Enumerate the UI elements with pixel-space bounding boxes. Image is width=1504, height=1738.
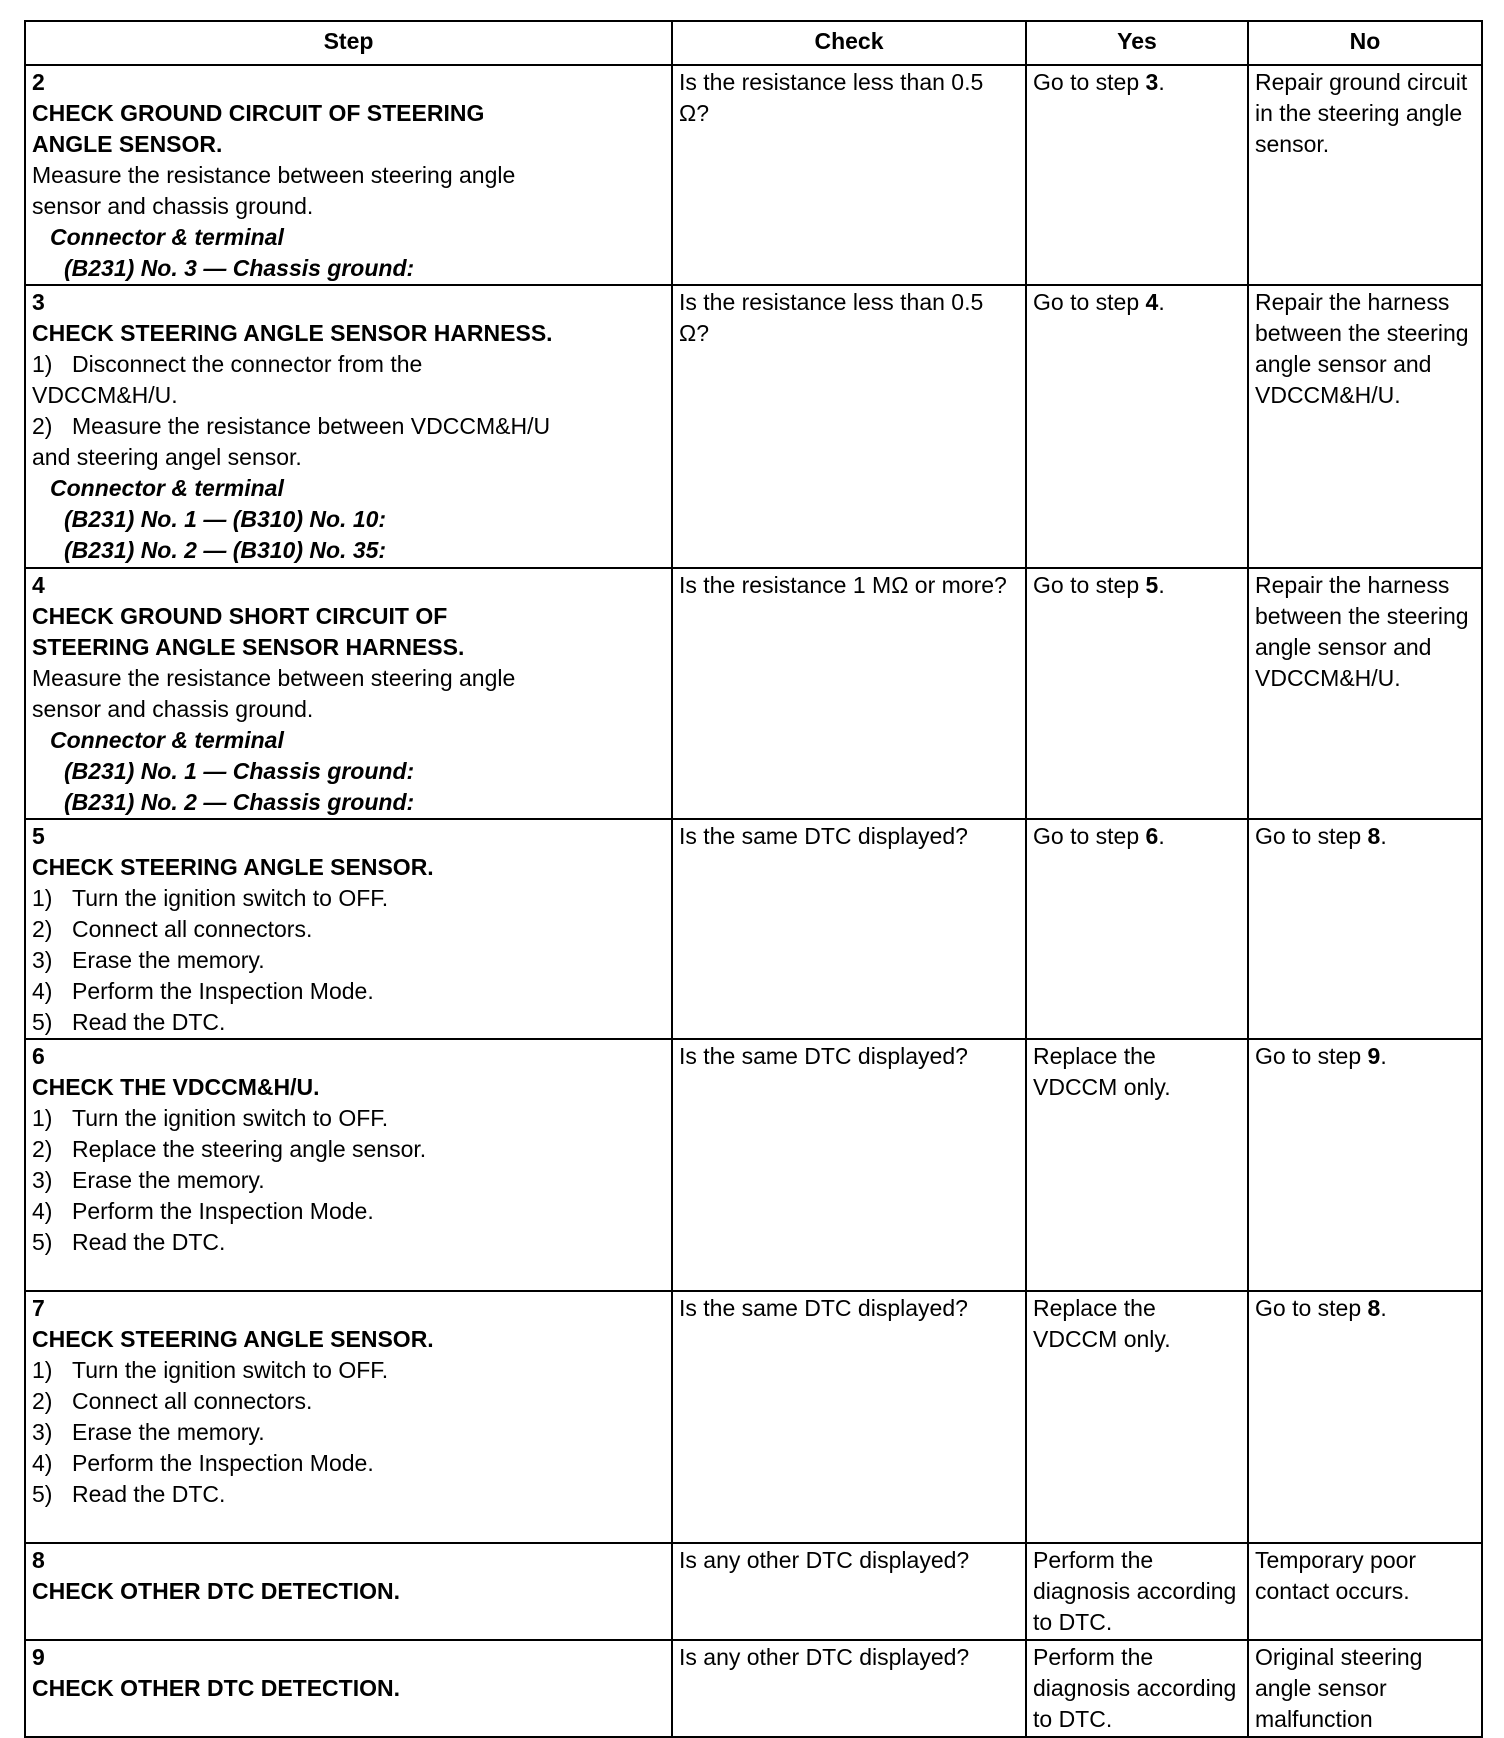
check-cell: Is the resistance less than 0.5 Ω? (672, 285, 1026, 568)
procedure-item: 5) Read the DTC. (32, 1009, 226, 1035)
yes-cell: Perform the diagnosis according to DTC. (1026, 1543, 1248, 1640)
step-title: CHECK OTHER DTC DETECTION. (32, 1578, 400, 1604)
no-end: . (1380, 1295, 1387, 1321)
procedure-item: 5) Read the DTC. (32, 1481, 226, 1507)
procedure-item: 1) Turn the ignition switch to OFF. (32, 1105, 389, 1131)
yes-cell: Replace the VDCCM only. (1026, 1039, 1248, 1291)
table-row (25, 1291, 1482, 1543)
step-cell (25, 1291, 672, 1543)
procedure-item: 4) Perform the Inspection Mode. (32, 978, 374, 1004)
step-cell (25, 285, 672, 568)
yes-cell (1026, 65, 1248, 285)
step-number: 8 (32, 1547, 45, 1573)
yes-end: . (1158, 69, 1165, 95)
connector-label: Connector & terminal (50, 727, 284, 753)
no-step-ref: 9 (1367, 1043, 1381, 1069)
procedure-item: 3) Erase the memory. (32, 1167, 265, 1193)
yes-text: Go to step (1033, 823, 1146, 849)
no-cell (1248, 1291, 1482, 1543)
step-title: CHECK OTHER DTC DETECTION. (32, 1675, 400, 1701)
table-row (25, 285, 1482, 568)
yes-cell (1026, 285, 1248, 568)
procedure-item: 5) Read the DTC. (32, 1229, 226, 1255)
no-cell: Original steering angle sensor malfunction (1248, 1640, 1482, 1737)
yes-step-ref: 5 (1145, 572, 1159, 598)
step-number: 7 (32, 1295, 45, 1321)
procedure-item: 2) Measure the resistance between VDCCM&H/U and steering angel sensor. (32, 413, 551, 470)
procedure-item: 2) Connect all connectors. (32, 1388, 313, 1414)
connector-item: (B231) No. 1 — (B310) No. 10: (64, 506, 387, 532)
no-cell (1248, 819, 1482, 1039)
table-row (25, 1543, 1482, 1640)
procedure-item: 2) Connect all connectors. (32, 916, 313, 942)
yes-text: Go to step (1033, 289, 1146, 315)
connector-label: Connector & terminal (50, 475, 284, 501)
no-cell: Temporary poor contact occurs. (1248, 1543, 1482, 1640)
step-title: CHECK THE VDCCM&H/U. (32, 1074, 320, 1100)
step-cell (25, 1640, 672, 1737)
step-title: CHECK STEERING ANGLE SENSOR. (32, 1326, 434, 1352)
table-row (25, 1039, 1482, 1291)
yes-cell (1026, 568, 1248, 819)
header-row (25, 21, 1482, 65)
check-cell: Is the resistance 1 MΩ or more? (672, 568, 1026, 819)
yes-end: . (1158, 823, 1165, 849)
table-row (25, 819, 1482, 1039)
no-end: . (1380, 823, 1387, 849)
yes-step-ref: 3 (1145, 69, 1159, 95)
yes-text: Go to step (1033, 69, 1146, 95)
connector-label: Connector & terminal (50, 224, 284, 250)
procedure-item: 1) Turn the ignition switch to OFF. (32, 1357, 389, 1383)
no-step-ref: 8 (1367, 1295, 1381, 1321)
step-description: Measure the resistance between steering angle sensor and chassis ground. (32, 162, 516, 219)
procedure-item: 3) Erase the memory. (32, 1419, 265, 1445)
procedure-item: 1) Disconnect the connector from the VDCCM&H/U. (32, 351, 423, 408)
procedure-item: 2) Replace the steering angle sensor. (32, 1136, 427, 1162)
header-no: No (1248, 21, 1482, 65)
no-text: Go to step (1255, 1295, 1368, 1321)
yes-cell (1026, 819, 1248, 1039)
no-cell: Repair ground circuit in the steering angle sensor. (1248, 65, 1482, 285)
check-cell: Is any other DTC displayed? (672, 1543, 1026, 1640)
step-description: Measure the resistance between steering angle sensor and chassis ground. (32, 665, 516, 722)
no-cell: Repair the harness between the steering angle sensor and VDCCM&H/U. (1248, 568, 1482, 819)
connector-item: (B231) No. 3 — Chassis ground: (64, 255, 415, 281)
yes-cell: Replace the VDCCM only. (1026, 1291, 1248, 1543)
yes-end: . (1158, 289, 1165, 315)
yes-step-ref: 6 (1145, 823, 1159, 849)
step-number: 4 (32, 572, 45, 598)
procedure-item: 4) Perform the Inspection Mode. (32, 1198, 374, 1224)
check-cell: Is the resistance less than 0.5 Ω? (672, 65, 1026, 285)
yes-cell: Perform the diagnosis according to DTC. (1026, 1640, 1248, 1737)
connector-item: (B231) No. 1 — Chassis ground: (64, 758, 415, 784)
step-title: CHECK STEERING ANGLE SENSOR HARNESS. (32, 320, 553, 346)
table-row (25, 65, 1482, 285)
header-check: Check (672, 21, 1026, 65)
yes-end: . (1158, 572, 1165, 598)
procedure-item: 4) Perform the Inspection Mode. (32, 1450, 374, 1476)
procedure-item: 3) Erase the memory. (32, 947, 265, 973)
diagnostic-table (24, 20, 1483, 1738)
step-cell (25, 819, 672, 1039)
check-cell: Is the same DTC displayed? (672, 1039, 1026, 1291)
procedure-item: 1) Turn the ignition switch to OFF. (32, 885, 389, 911)
step-number: 2 (32, 69, 45, 95)
step-number: 9 (32, 1644, 45, 1670)
step-number: 6 (32, 1043, 45, 1069)
no-text: Go to step (1255, 823, 1368, 849)
step-number: 5 (32, 823, 45, 849)
check-cell: Is any other DTC displayed? (672, 1640, 1026, 1737)
no-cell: Repair the harness between the steering angle sensor and VDCCM&H/U. (1248, 285, 1482, 568)
check-cell: Is the same DTC displayed? (672, 1291, 1026, 1543)
yes-text: Go to step (1033, 572, 1146, 598)
connector-item: (B231) No. 2 — (B310) No. 35: (64, 537, 387, 563)
check-cell: Is the same DTC displayed? (672, 819, 1026, 1039)
no-cell (1248, 1039, 1482, 1291)
header-step: Step (25, 21, 672, 65)
step-title: CHECK GROUND CIRCUIT OF STEERING ANGLE SENSOR. (32, 100, 485, 157)
yes-step-ref: 4 (1145, 289, 1159, 315)
connector-item: (B231) No. 2 — Chassis ground: (64, 789, 415, 815)
table-row (25, 568, 1482, 819)
step-number: 3 (32, 289, 45, 315)
step-title: CHECK GROUND SHORT CIRCUIT OF STEERING ANGLE SENSOR HARNESS. (32, 603, 465, 660)
no-text: Go to step (1255, 1043, 1368, 1069)
step-cell (25, 568, 672, 819)
step-title: CHECK STEERING ANGLE SENSOR. (32, 854, 434, 880)
step-cell (25, 1543, 672, 1640)
step-cell (25, 65, 672, 285)
header-yes: Yes (1026, 21, 1248, 65)
step-cell (25, 1039, 672, 1291)
no-step-ref: 8 (1367, 823, 1381, 849)
no-end: . (1380, 1043, 1387, 1069)
table-row (25, 1640, 1482, 1737)
